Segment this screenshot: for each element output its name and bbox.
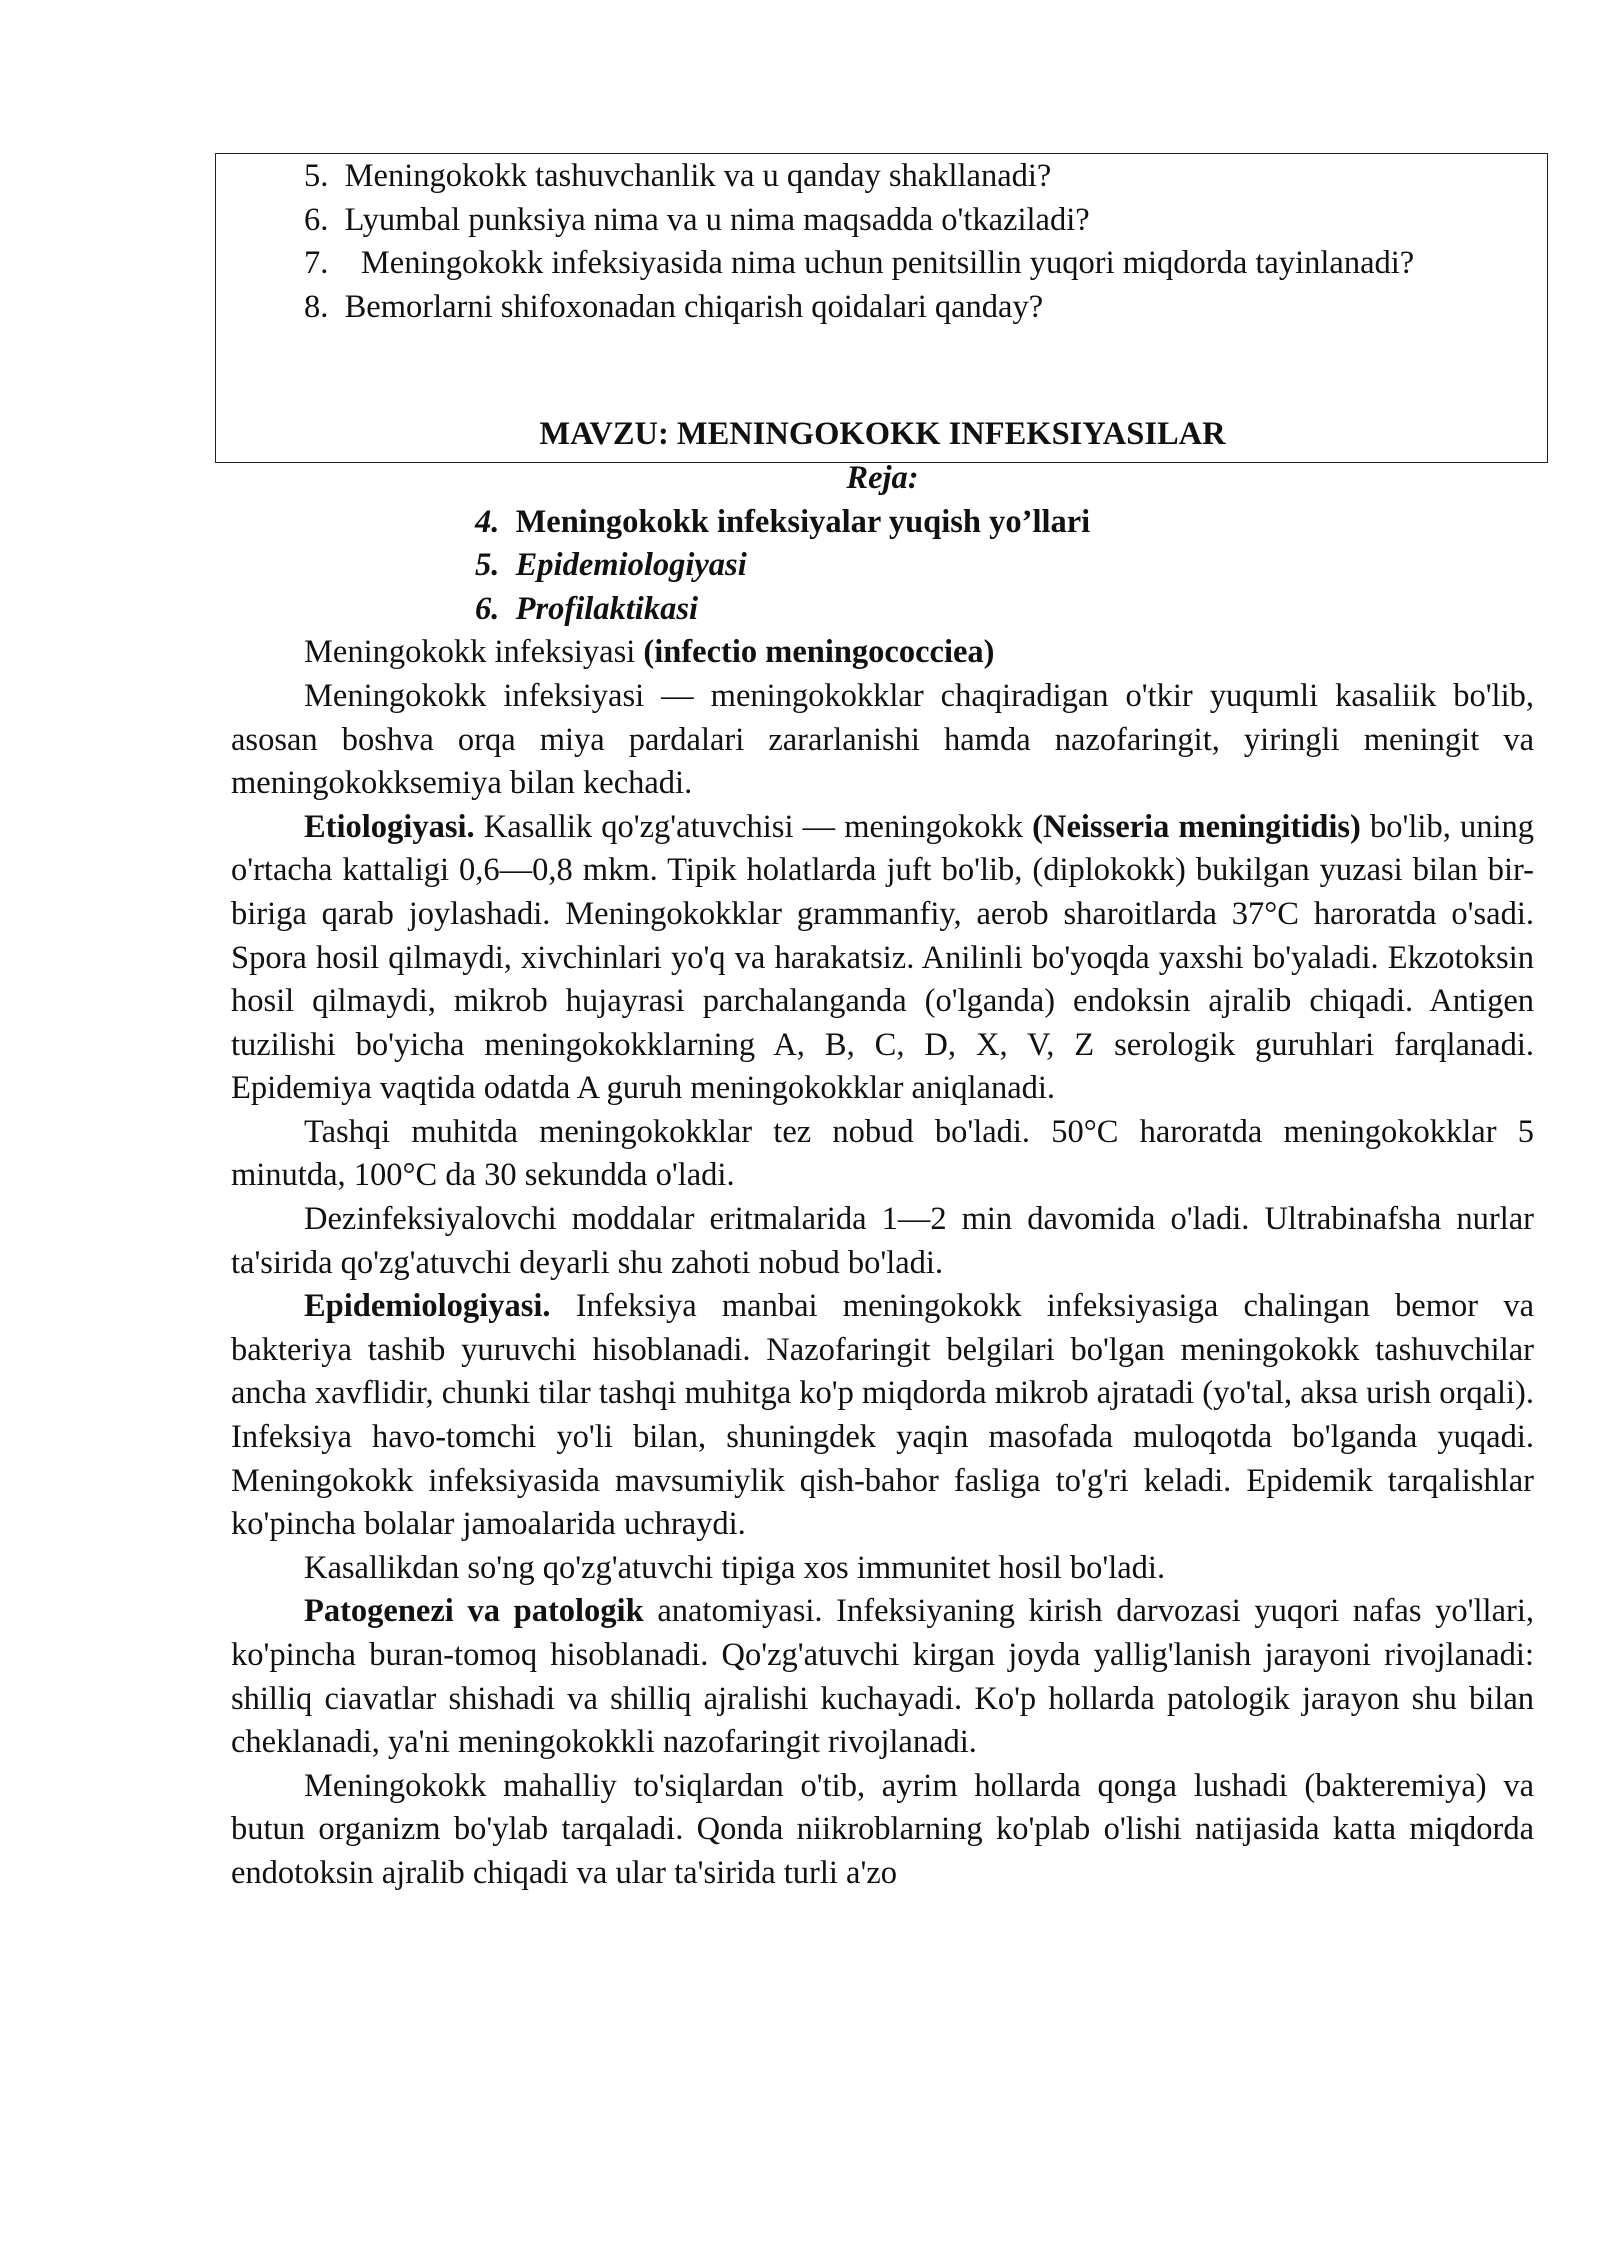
question-item: [231, 286, 1534, 330]
question-text: Meningokokk infeksiyasida nima uchun penitsillin yuqori miqdorda tayinlanadi?: [360, 245, 1415, 282]
plan-number: 4.: [475, 503, 500, 540]
plan-item: [231, 501, 1534, 545]
question-item: [231, 155, 1534, 199]
question-text: Bemorlarni shifoxonadan chiqarish qoidalari qanday?: [344, 288, 1044, 325]
etiology-paragraph: [231, 806, 1534, 1111]
document-body: [231, 155, 1534, 1896]
environment-paragraph: Tashqi muhitda meningokokklar tez nobud bo'ladi. 50°C haroratda meningokokklar 5 minutda, 100°C da 30 sekundda o'ladi.: [231, 1113, 1534, 1194]
latin-name: (infectio meningococciea): [643, 634, 995, 671]
intro-text: Meningokokk infeksiyasi: [304, 634, 644, 671]
page-title: MAVZU: MENINGOKOKK INFEKSIYASILAR: [539, 416, 1226, 453]
etiology-label: Etiologiyasi.: [304, 808, 475, 845]
plan-item: [231, 588, 1534, 632]
question-text: Lyumbal punksiya nima va u nima maqsadda o'tkaziladi?: [344, 201, 1090, 238]
pathogen-name: (Neisseria meningitidis): [1032, 808, 1361, 845]
etiology-text-2: bo'lib, uning o'rtacha kattaligi 0,6—0,8 mkm. Tipik holatlarda juft bo'lib, (diplokokk) bukilgan yuzasi bilan bir-biriga qarab joylashadi. Meningokokklar grammanfiy, aerob sharoitlarda 37°C haroratda o'sadi. Spora hosil qilmaydi, xivchinlari yo'q va harakatsiz. Anilinli bo'yoqda yaxshi bo'yaladi. Ekzotoksin hosil qilmaydi, mikrob hujayrasi parchalanganda (o'lganda) endoksin ajralib chiqadi. Antigen tuzilishi bo'yicha meningokokklarning A, B, C, D, X, V, Z serologik guruhlari farqlanadi. Epidemiya vaqtida odatda A guruh meningokokklar aniqlanadi.: [231, 808, 1535, 1107]
etiology-text-1: Kasallik qo'zg'atuvchisi — meningokokk: [474, 808, 1033, 845]
plan-text: Meningokokk infeksiyalar yuqish yo’llari: [515, 503, 1091, 540]
spread-paragraph: Meningokokk mahalliy to'siqlardan o'tib, ayrim hollarda qonga lushadi (bakteremiya) va butun organizm bo'ylab tarqaladi. Qonda niikroblarning ko'plab o'lishi natijasida katta miqdorda endotoksin ajralib chiqadi va ular ta'sirida turli a'zo: [231, 1767, 1534, 1891]
pathogenesis-label: Patogenezi va patologik: [304, 1593, 644, 1630]
epidemiology-paragraph: [231, 1285, 1534, 1547]
pathogenesis-paragraph: [231, 1590, 1534, 1764]
plan-number: 5.: [475, 547, 500, 584]
question-number: 7.: [304, 245, 329, 282]
question-item: [231, 242, 1534, 286]
pathogenesis-text: anatomiyasi. Infeksiyaning kirish darvozasi yuqori nafas yo'llari, ko'pincha buran-tomoq hisoblanadi. Qo'zg'atuvchi kirgan joyda yallig'lanish jarayoni rivojlanadi: shilliq ciavatlar shishadi va shilliq ajralishi kuchayadi. Ko'p hollarda patologik jarayon shu bilan cheklanadi, ya'ni meningokokkli nazofaringit rivojlanadi.: [231, 1593, 1534, 1761]
plan-heading: Reja:: [846, 459, 919, 496]
question-item: [231, 199, 1534, 243]
question-number: 5.: [304, 158, 329, 194]
immunity-paragraph: Kasallikdan so'ng qo'zg'atuvchi tipiga xos immunitet hosil bo'ladi.: [304, 1549, 1166, 1586]
disinfection-paragraph: Dezinfeksiyalovchi moddalar eritmalarida 1—2 min davomida o'ladi. Ultrabinafsha nurlar ta'sirida qo'zg'atuvchi deyarli shu zahoti nobud bo'ladi.: [231, 1201, 1534, 1281]
plan-text: Profilaktikasi: [515, 590, 698, 627]
intro-paragraph: [231, 631, 1534, 675]
spacer: [231, 329, 1534, 413]
plan-item: [231, 544, 1534, 588]
plan-text: Epidemiologiyasi: [515, 547, 747, 584]
question-text: Meningokokk tashuvchanlik va u qanday shakllanadi?: [344, 158, 1052, 194]
question-number: 8.: [304, 288, 329, 325]
definition-paragraph: Meningokokk infeksiyasi — meningokokklar chaqiradigan o'tkir yuqumli kasaliik bo'lib, asosan boshva orqa miya pardalari zararlanishi hamda nazofaringit, yiringli meningit va meningokokksemiya bilan kechadi.: [231, 677, 1534, 802]
plan-number: 6.: [475, 590, 500, 627]
epidemiology-label: Epidemiologiyasi.: [304, 1288, 551, 1325]
epidemiology-text: Infeksiya manbai meningokokk infeksiyasiga chalingan bemor va bakteriya tashib yuruvchi hisoblanadi. Nazofaringit belgilari bo'lgan meningokokk tashuvchilar ancha xavflidir, chunki tilar tashqi muhitga ko'p miqdorda mikrob ajratadi (yo'tal, aksa urish orqali). Infeksiya havo-tomchi yo'li bilan, shuningdek yaqin masofada muloqotda bo'lganda yuqadi. Meningokokk infeksiyasida mavsumiylik qish-bahor fasliga to'g'ri keladi. Epidemik tarqalishlar ko'pincha bolalar jamoalarida uchraydi.: [231, 1288, 1534, 1543]
question-number: 6.: [304, 201, 329, 238]
